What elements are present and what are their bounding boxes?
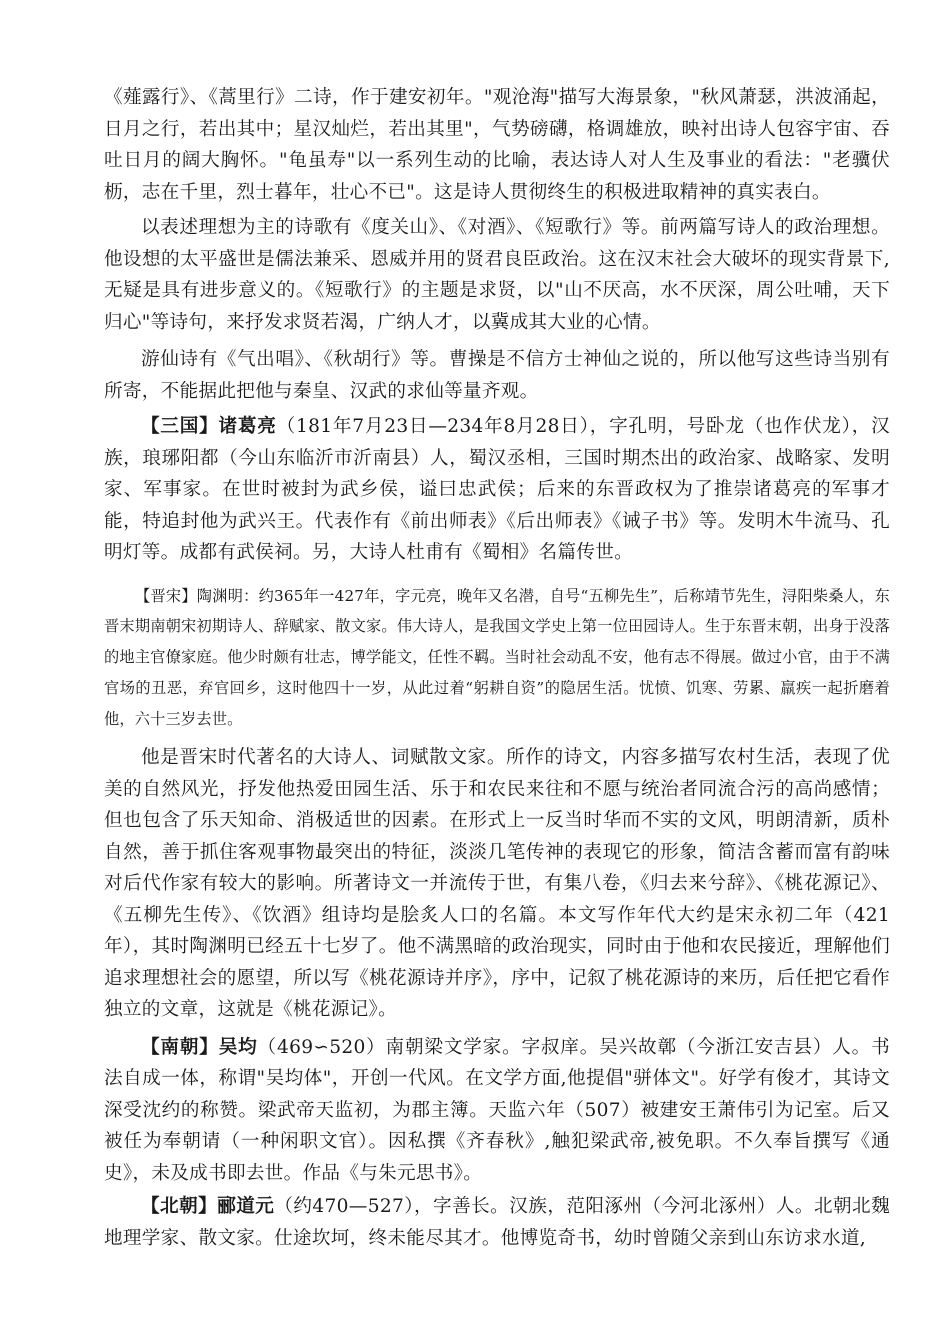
paragraph-li-daoyuan [104, 1191, 890, 1254]
author-name: 郦道元 [217, 1196, 275, 1218]
paragraph-zhuge-liang [104, 411, 890, 569]
paragraph-wu-jun [104, 1032, 890, 1190]
paragraph-immortal-poems: 游仙诗有《气出唱》、《秋胡行》等。曹操是不信方士神仙之说的，所以他写这些诗当别有所寄，不能据此把他与秦皇、汉武的求仙等量齐观。 [104, 349, 890, 402]
era-tag: 【北朝】 [141, 1196, 218, 1218]
paragraph-cao-cao-poems: 《薤露行》、《蒿里行》二诗，作于建安初年。"观沧海"描写大海景象，"秋风萧瑟，洪波涌起，日月之行，若出其中；星汉灿烂，若出其里"，气势磅礴，格调雄放，映衬出诗人包容宇宙、吞吐日月的阔大胸怀。"龟虽寿"以一系列生动的比喻，表达诗人对人生及事业的看法："老骥伏枥，志在千里，烈士暮年，壮心不已"。这是诗人贯彻终生的积极进取精神的真实表白。 [104, 87, 890, 203]
era-tag: 【南朝】 [141, 1036, 219, 1058]
era-tag: 【晋宋】 [135, 586, 197, 605]
author-name: 吴均 [218, 1036, 258, 1058]
paragraph-ideal-poems: 以表述理想为主的诗歌有《度关山》、《对酒》、《短歌行》等。前两篇写诗人的政治理想。他设想的太平盛世是儒法兼采、恩威并用的贤君良臣政治。这在汉末社会大破坏的现实背景下,无疑是具有进步意义的。《短歌行》的主题是求贤，以"山不厌高，水不厌深，周公吐哺，天下归心"等诗句，来抒发求贤若渴，广纳人才，以冀成其大业的心情。 [104, 217, 890, 333]
author-bio: （约470—527），字善长。汉族，范阳涿州（今河北涿州）人。北朝北魏地理学家、散文家。仕途坎坷，终未能尽其才。他博览奇书，幼时曾随父亲到山东访求水道, [104, 1196, 890, 1249]
paragraph-tao-yuanming [104, 581, 890, 735]
author-bio: 陶渊明：约365年一427年，字元亮，晚年又名潜，自号“五柳先生”，后称靖节先生，浔阳柴桑人，东晋末期南朝宋初期诗人、辞赋家、散文家。伟大诗人，是我国文学史上第一位田园诗人。生于东晋末朝，出身于没落的地主官僚家庭。他少时颇有壮志，博学能文，任性不羁。当时社会动乱不安，他有志不得展。做过小官，由于不满官场的丑恶，弃官回乡，这时他四十一岁，从此过着“躬耕自资”的隐居生活。忧愤、饥寒、劳累、羸疾一起折磨着他，六十三岁去世。 [104, 586, 890, 728]
author-bio: （181年7月23日—234年8月28日），字孔明，号卧龙（也作伏龙），汉族，琅琊阳都（今山东临沂市沂南县）人，蜀汉丞相，三国时期杰出的政治家、战略家、发明家、军事家。在世时被封为武乡侯，谥曰忠武侯；后来的东晋政权为了推崇诸葛亮的军事才能，特追封他为武兴王。代表作有《前出师表》《后出师表》《诫子书》等。发明木牛流马、孔明灯等。成都有武侯祠。另，大诗人杜甫有《蜀相》名篇传世。 [104, 416, 890, 563]
paragraph-tao-yuanming-works: 他是晋宋时代著名的大诗人、词赋散文家。所作的诗文，内容多描写农村生活，表现了优美的自然风光，抒发他热爱田园生活、乐于和农民来往和不愿与统治者同流合污的高尚感情；但也包含了乐天知命、消极适世的因素。在形式上一反当时华而不实的文风，明朗清新，质朴自然，善于抓住客观事物最突出的特征，淡淡几笔传神的表现它的形象，简洁含蓄而富有韵味对后代作家有较大的影响。所著诗文一并流传于世，有集八卷，《归去来兮辞》、《桃花源记》、《五柳先生传》、《饮酒》组诗均是脍炙人口的名篇。本文写作年代大约是宋永初二年（421年），其时陶渊明已经五十七岁了。他不满黑暗的政治现实，同时由于他和农民接近，理解他们追求理想社会的愿望，所以写《桃花源诗并序》，序中，记叙了桃花源诗的来历，后任把它看作独立的文章，这就是《桃花源记》。 [104, 747, 890, 1021]
era-tag: 【三国】 [141, 416, 219, 437]
author-bio: （469∽520）南朝梁文学家。字叔庠。吴兴故鄣（今浙江安吉县）人。书法自成一体，称谓"吴均体"，开创一代风。在文学方面,他提倡"骈体文"。好学有俊才，其诗文深受沈约的称赞。梁武帝天监初，为郡主簿。天监六年（507）被建安王萧伟引为记室。后又被任为奉朝请（一种闲职文官）。因私撰《齐春秋》,触犯梁武帝,被免职。不久奉旨撰写《通史》，未及成书即去世。作品《与朱元思书》。 [104, 1036, 890, 1184]
author-name: 诸葛亮 [218, 416, 277, 437]
document-page [104, 82, 890, 1254]
